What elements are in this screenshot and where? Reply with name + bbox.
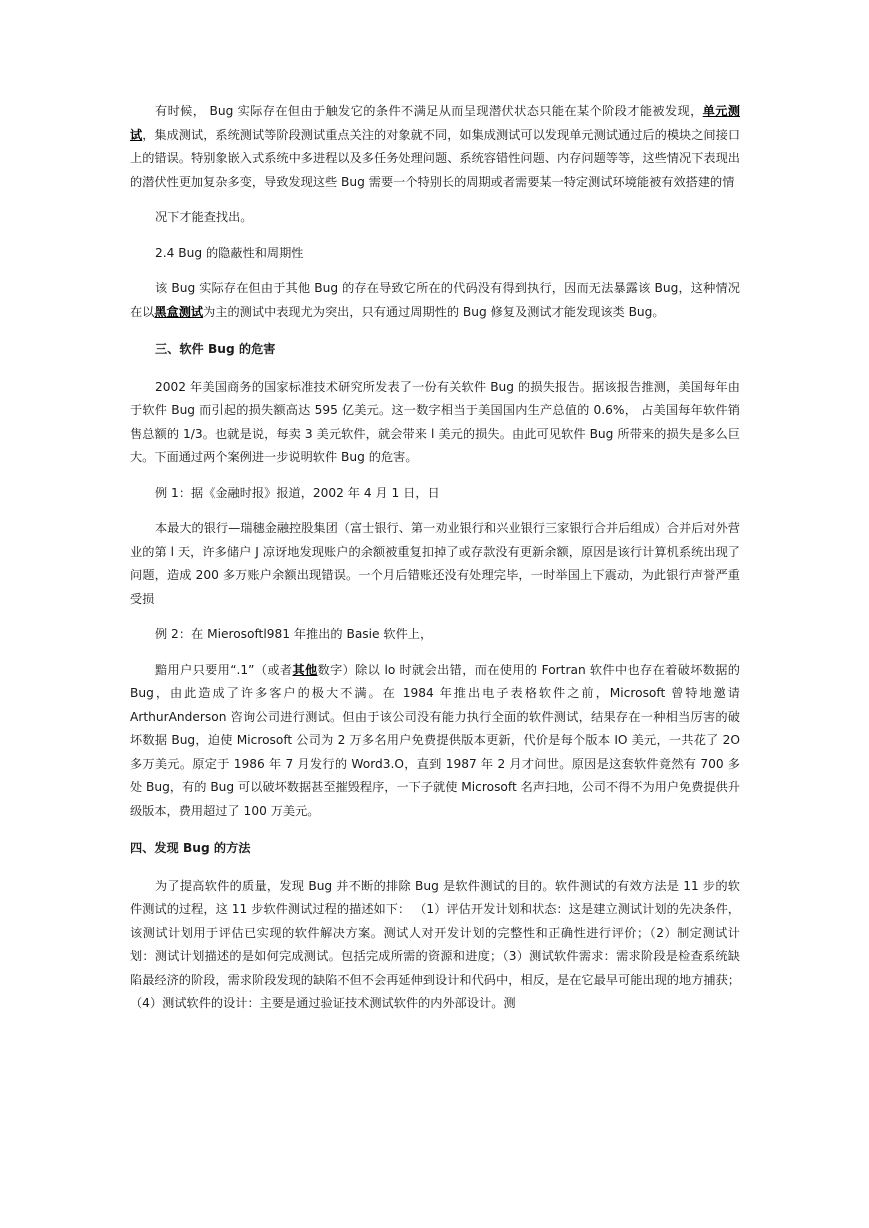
section-heading-3: 三、软件 Bug 的危害	[155, 342, 276, 356]
black-box-test-link[interactable]: 黑盒测试	[154, 304, 204, 319]
paragraph-example-1: 本最大的银行—瑞穗金融控股集团（富士银行、第一劝业银行和兴业银行三家银行合并后组成）合并后对外营业的第 l 天，许多储户 J 凉讶地发现账户的余额被重复扣掉了或存款没有更新余额，原因是该行计算机系统出现了问题，造成 200 多万账户余额出现错误。一个月后错账还没有处理完毕，一时举国上下震动，为此银行声誉严重受损	[130, 521, 740, 606]
paragraph-example-2-intro: 例 2：在 Mierosoftl981 年推出的 Basie 软件上，	[155, 627, 433, 641]
paragraph-latency-end: 况下才能查找出。	[155, 210, 253, 224]
unit-test-link[interactable]: 单元测试	[130, 104, 740, 142]
paragraph-hidden: 该 Bug 实际存在但由于其他 Bug 的存在导致它所在的代码没有得到执行，因而无法暴露该 Bug，这种情况在以黑盒测试为主的测试中表现尤为突出，只有通过周期性的 Bug 修复及测试才能发现该类 Bug。	[130, 281, 740, 319]
section-heading-2-4: 2.4 Bug 的隐蔽性和周期性	[155, 245, 304, 260]
document-page	[130, 100, 740, 1016]
paragraph-example-2: 黯用户只要用“.1”（或者其他数字）除以 lo 时就会出错，而在使用的 Fortran 软件中也存在着破坏数据的 Bug，由此造成了许多客户的极大不满。在 1984 年推出电子表格软件之前，Microsoft 曾特地邀请 ArthurAnderson 咨询公司进行测试。但由于该公司没有能力执行全面的软件测试，结果存在一种相当厉害的破坏数据 Bug，迫使 Microsoft 公司为 2 万多名用户免费提供版本更新，代价是每个版本 IO 美元，一共花了 2O 多万美元。原定于 1986 年 7 月发行的 Word3.O，直到 1987 年 2 月才问世。原因是这套软件竟然有 700 多处 Bug，有的 Bug 可以破坏数据甚至摧毁程序，一下子就使 Microsoft 名声扫地，公司不得不为用户免费提供升级版本，费用超过了 100 万美元。	[130, 662, 740, 818]
paragraph-loss-report: 2002 年美国商务的国家标准技术研究所发表了一份有关软件 Bug 的损失报告。据该报告推测，美国每年由于软件 Bug 而引起的损失额高达 595 亿美元。这一数字相当于美国国内生产总值的 0.6%， 占美国每年软件销售总额的 1/3。也就是说，每卖 3 美元软件，就会带来 l 美元的损失。由此可见软件 Bug 所带来的损失是多么巨大。下面通过两个案例进一步说明软件 Bug 的危害。	[130, 379, 740, 464]
section-heading-4: 四、发现 Bug 的方法	[130, 841, 251, 855]
paragraph-example-1-intro: 例 1：据《金融时报》报道，2002 年 4 月 1 日，日	[155, 485, 440, 500]
paragraph-latency: 有时候， Bug 实际存在但由于触发它的条件不满足从而呈现潜伏状态只能在某个阶段才能被发现，单元测试，集成测试，系统测试等阶段测试重点关注的对象就不同，如集成测试可以发现单元测试通过后的模块之间接口上的错误。特别象嵌入式系统中多进程以及多任务处理问题、系统容错性问题、内存问题等等，这些情况下表现出的潜伏性更加复杂多变，导致发现这些 Bug 需要一个特别长的周期或者需要某一特定测试环境能被有效搭建的情	[130, 104, 741, 189]
paragraph-methods: 为了提高软件的质量，发现 Bug 并不断的排除 Bug 是软件测试的目的。软件测试的有效方法是 11 步的软件测试的过程，这 11 步软件测试过程的描述如下： （1）评估开发计划和状态：这是建立测试计划的先决条件，该测试计划用于评估已实现的软件解决方案。测试人对开发计划的完整性和正确性进行评价；（2）制定测试计划：测试计划描述的是如何完成测试。包括完成所需的资源和进度；（3）测试软件需求：需求阶段是检查系统缺陷最经济的阶段，需求阶段发现的缺陷不但不会再延伸到设计和代码中，相反，是在它最早可能出现的地方捕获； （4）测试软件的设计：主要是通过验证技术测试软件的内外部设计。测	[130, 878, 740, 1010]
other-link[interactable]: 其他	[292, 662, 318, 677]
